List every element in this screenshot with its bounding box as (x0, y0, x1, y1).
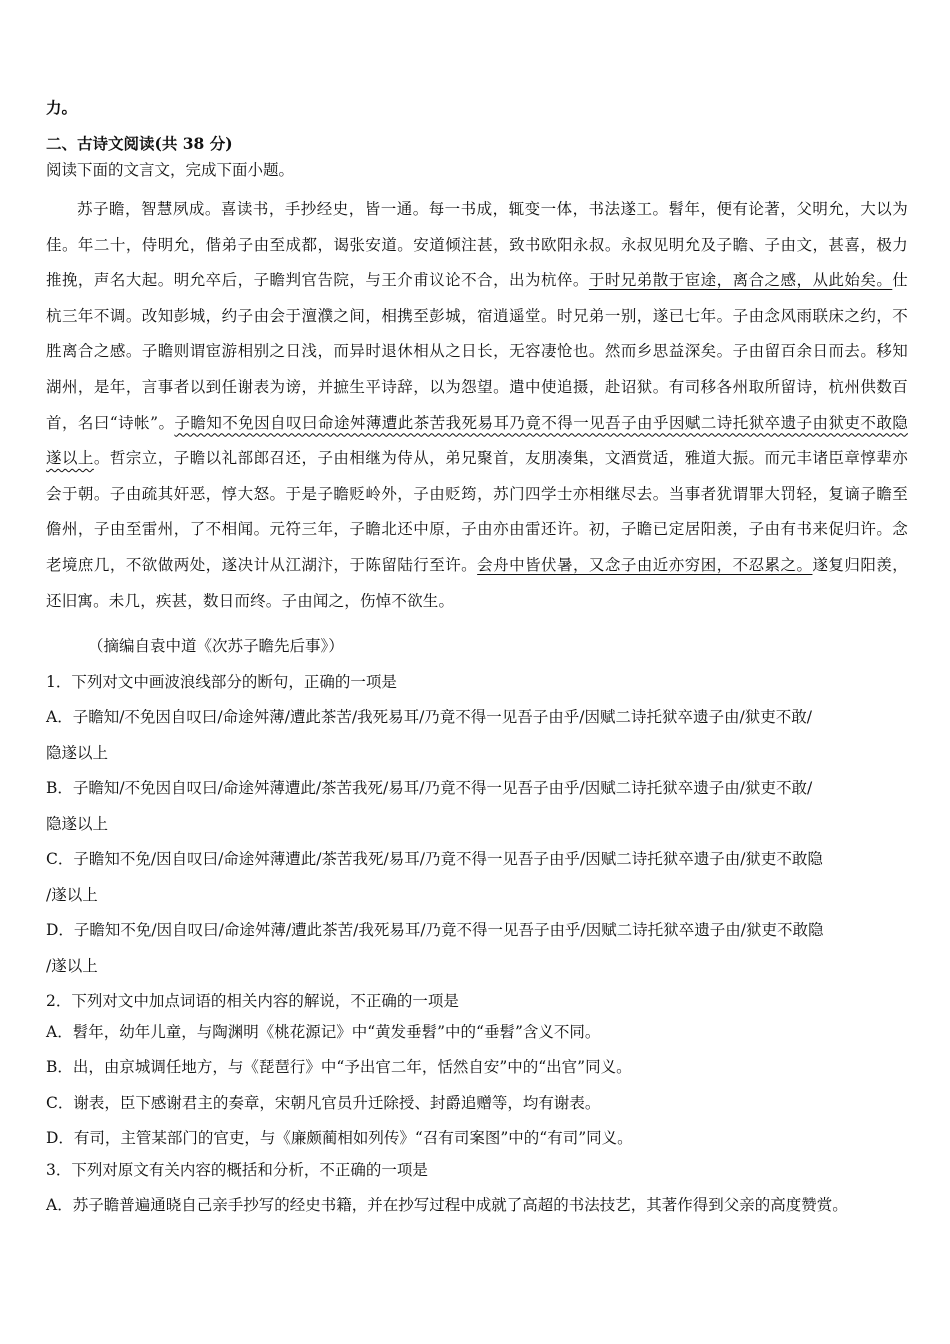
passage-source: （摘编自袁中道《次苏子瞻先后事》） (88, 637, 344, 655)
q1-option-d: D．子瞻知不免/因自叹曰/命途舛薄/遭此茶苦/我死易耳/乃竟不得一见吾子由乎/因赋二诗托狱卒遗子由/狱吏不敢隐 (46, 921, 824, 939)
underlined-sentence-1: 于时兄弟散于宦途，离合之感，从此始矣。 (588, 271, 893, 290)
q2-option-d: D．有司，主管某部门的官吏，与《廉颇蔺相如列传》“召有司案图”中的“有司”同义。 (46, 1129, 633, 1147)
passage-part-2: 仕杭三年不调。改知彭城，约子由会于澶濮之间，相携至彭城，宿逍遥堂。时兄弟一别，遂已七年。子由念风雨联床之约，不胜离合之感。子瞻则谓宦游相别之日浅，而异时退休相从之日长，无容凄怆也。然而乡思益深矣。子由留百余日而去。移知湖州，是年，言事者以到任谢表为谤，并摭生平诗辞，以为怨望。遣中使追摄，赴诏狱。有司移各州取所留诗，杭州供数百首，名曰“诗帐”。 (46, 271, 908, 432)
q1-option-a-cont: 隐遂以上 (46, 744, 109, 762)
section-heading: 二、古诗文阅读(共 38 分) (46, 134, 233, 153)
passage-part-1: 苏子瞻，智慧夙成。喜读书，手抄经史，皆一通。每一书成，辄变一体，书法遂工。髫年，便有论著，父明允，大以为佳。年二十，侍明允，偕弟子由至成都，谒张安道。安道倾注甚，致书欧阳永叔。永叔见明允及子瞻、子由文，甚喜，极力推挽，声名大起。明允卒后，子瞻判官告院，与王介甫议论不合，出为杭倅。 (46, 200, 908, 290)
q2-stem: 2．下列对文中加点词语的相关内容的解说，不正确的一项是 (46, 992, 459, 1010)
q1-stem: 1．下列对文中画波浪线部分的断句，正确的一项是 (46, 673, 397, 691)
q2-option-b: B．出，由京城调任地方，与《琵琶行》中“予出官二年，恬然自安”中的“出官”同义。 (46, 1058, 632, 1076)
passage-part-4: 遂复归阳羡，还旧寓。未几，疾甚，数日而终。子由闻之，伤悼不欲生。 (46, 555, 909, 610)
q3-option-a: A．苏子瞻普遍通晓自己亲手抄写的经史书籍，并在抄写过程中成就了高超的书法技艺，其著作得到父亲的高度赞赏。 (46, 1196, 848, 1214)
instruction-text: 阅读下面的文言文，完成下面小题。 (46, 161, 295, 179)
q1-option-d-cont: /遂以上 (46, 957, 98, 975)
previous-question-tail: 力。 (46, 98, 78, 117)
q3-stem: 3．下列对原文有关内容的概括和分析，不正确的一项是 (46, 1161, 428, 1179)
q1-option-c: C．子瞻知不免/因自叹曰/命途舛薄遭此/茶苦我死/易耳/乃竟不得一见吾子由乎/因赋二诗托狱卒遗子由/狱吏不敢隐 (46, 850, 823, 868)
q1-option-a: A．子瞻知/不免因自叹曰/命途舛薄/遭此茶苦/我死易耳/乃竟不得一见吾子由乎/因赋二诗托狱卒遗子由/狱吏不敢/ (46, 708, 812, 726)
passage-part-3: 。哲宗立，子瞻以礼部郎召还，子由相继为侍从，弟兄聚首，友朋凑集，文酒赏适，雅道大振。而元丰诸臣章惇辈亦会于朝。子由疏其奸恶，惇大怒。于是子瞻贬岭外，子由贬筠，苏门四学士亦相继尽去。当事者犹谓罪大罚轻，复谪子瞻至儋州，子由至雷州，了不相闻。元符三年，子瞻北还中原，子由亦由雷还许。初，子瞻已定居阳羡，子由有书来促归许。念老境庶几，不欲做两处，遂决计从江湖汴，于陈留陆行至许。 (46, 449, 908, 574)
q1-option-b: B．子瞻知/不免因自叹曰/命途舛薄遭此/茶苦我死/易耳/乃竟不得一见吾子由乎/因赋二诗托狱卒遗子由/狱吏不敢/ (46, 779, 813, 797)
q2-option-c: C．谢表，臣下感谢君主的奏章，宋朝凡官员升迁除授、封爵追赠等，均有谢表。 (46, 1094, 601, 1112)
q2-option-a: A．髫年，幼年儿童，与陶渊明《桃花源记》中“黄发垂髫”中的“垂髫”含义不同。 (46, 1023, 601, 1041)
q1-option-c-cont: /遂以上 (46, 886, 98, 904)
classical-passage (46, 192, 908, 619)
underlined-sentence-2: 会舟中皆伏暑，又念子由近亦穷困，不忍累之。 (477, 555, 813, 574)
wavy-underlined-sentence: 子瞻知不免因自叹曰命途舛薄遭此茶苦我死易耳乃竟不得一见吾子由乎因赋二诗托狱卒遗子由狱吏不敢隐遂以上 (46, 413, 908, 468)
q1-option-b-cont: 隐遂以上 (46, 815, 109, 833)
